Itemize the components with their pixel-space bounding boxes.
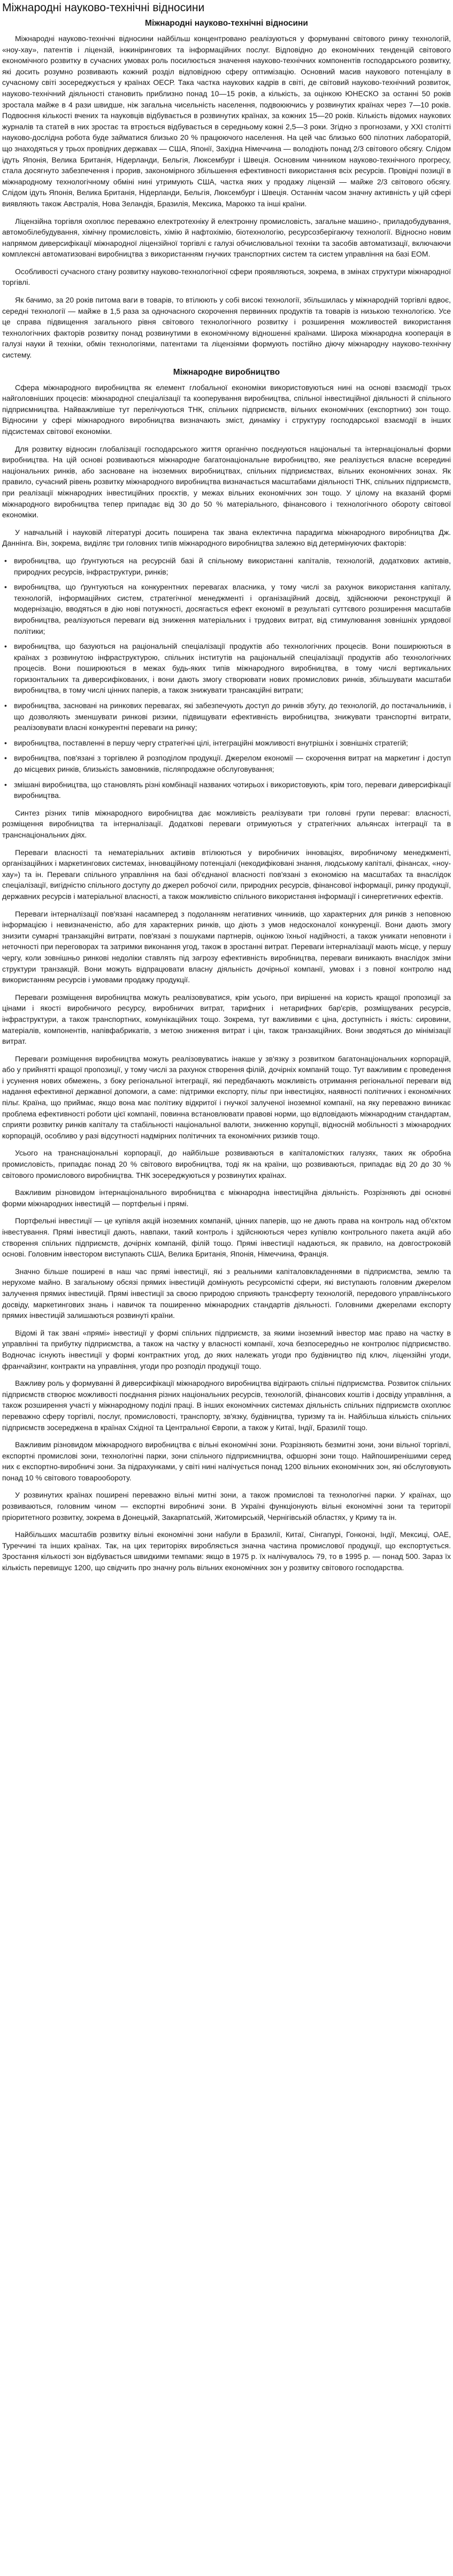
paragraph: Відомі й так звані «прямі» інвестиції у формі спільних підприємств, за якими іноземний інвестор має право на частку в управлінні та прибутку підприємства, а також на частку у власності компанії, хоча безпосередньо не контролює підприємство. Водночас існують інвестиції у формі контрактних угод, до яких належать угоди про будівництво під ключ, ліцензійні угоди, франчайзинг, контракти на управління, угоди про розподіл продукції тощо. [2, 1328, 451, 1370]
paragraph: У навчальній і науковій літературі досить поширена так звана еклектична парадигма міжнародного виробництва Дж. Даннінга. Він, зокрема, виділяє три головних типів міжнародного виробництва залежно від детермінуючих факторів: [2, 527, 451, 548]
paragraph: Важливим різновидом міжнародного виробництва є вільні економічні зони. Розрізняють безмитні зони, зони вільної торгівлі, експортні промислові зони, технологічні парки, зони спільного підприємництва, офшорні зони тощо. Найпоширенішими серед них є експортно-виробничі зони. За підрахунками, у світі нині налічується понад 1200 вільних економічних зон, які обслуговують понад 10 % світового товарообороту. [2, 1440, 451, 1482]
paragraph: Сфера міжнародного виробництва як елемент глобальної економіки використовуються нині на основі взаємодії трьох найголовніших процесів: міжнародної спеціалізації та кооперування виробництва, спільної інвестиційної діяльності й спільного підприємництва. Найважливіше тут перелічуються ТНК, спільних підприємств, вільних економічних (експортних) зон тощо. Відносини у сфері міжнародного виробництва визначають зміст, динаміку і структуру господарської взаємодії в інших підсистемах світової економіки. [2, 383, 451, 436]
list-item: • виробництва, що ґрунтуються на конкурентних перевагах власника, у тому числі за рахунок використання капіталу, технологій, інформаційних систем, стратегічної менеджменті і організаційний досвід, здійснюючи реконструкції й модернізацію, вводяться в дію нові потужності, досягається ефект економії в результаті суттєвого розширення масштабів виробництва, реалізуються переваги від зниження матеріальних і трудових витрат, від стимулювання зовнішніх урядової політики; [12, 581, 451, 637]
document-title: Міжнародні науково-технічні відносини [2, 2, 205, 14]
list-item: • виробництва, поставленні в першу чергу стратегічні цілі, інтеграційні можливості внутрішніх і зовнішніх стратегій; [12, 738, 451, 749]
paragraph: Для розвитку відносин глобалізації господарського життя органічно поєднуються національні та інтернаціональні форми виробництва. На цій основі розвиваються міжнародне багатонаціональне виробництво, яке реалізується власне всередині національних ринків, або засноване на іноземних виробництвах, спільних підприємствах, вільних економічних зонах. Як правило, сучасний рівень розвитку міжнародного виробництва визначається масштабами діяльності ТНК, спільних підприємств, при реалізації міжнародних інвестиційних проєктів, у межах вільних економічних зон тощо. У цілому на вказаній формі міжнародного виробництва тепер припадає від 30 до 50 % матеріального, фінансового і технологічного обороту світової економіки. [2, 444, 451, 519]
paragraph: Усього на транснаціональні корпорації, до найбільше розвиваються в капіталомістких галузях, таких як обробна промисловість, припадає понад 20 % світового виробництва, тоді як на країни, що розвиваються, припадає від 20 до 30 % світового промислового виробництва. ТНК зосереджуються у розвинутих країнах. [2, 1149, 451, 1180]
paragraph: Особливості сучасного стану розвитку науково-технологічної сфери проявляються, зокрема, в змінах структури міжнародної торгівлі. [2, 267, 451, 287]
list-item: • виробництва, пов'язані з торгівлею й розподілом продукції. Джерелом економії — скорочення витрат на маркетинг і доступ до місцевих ринків, близькість замовників, післяпродажне обслуговування; [12, 752, 451, 774]
list-item: • виробництва, що базуються на раціональній спеціалізації продуктів або технологічних процесів. Вони поширюються в країнах з розвинутою інфраструктурою, спільних інститутів на раціональній спеціалізації продуктів або технологічних процесів. Вони поширюються в межах будь-яких типів міжнародного виробництва, в тому числі вертикальних горизонтальних та диверсифікованих, і вони дають змогу створювати нових промислових ринків, збільшувати масштаби виробництва, в тому числі цінних паперів, а також знижувати трансакційні витрати; [12, 641, 451, 696]
paragraph: Переваги інтерналізації пов'язані насамперед з подоланням негативних чинників, що характерних для ринків з неповною інформацією і невизначеністю, або для характерних ринків, що діють з умов недосконалої конкуренції. Вони дають змогу знизити сумарні транзакційні витрати, пов'язані з пошуками партнерів, оцінкою їхньої надійності, а також уникати неповноти і неточності при переговорах та затримки виконання угод, також в зростанні витрат. Переваги інтерналізації мають місце, у першу чергу, коли зовнішньо ринкові недоліки ставлять під загрозу ефективність виробництва, переваги виникають внаслідок зміни структури транзакцій. Вони можуть відпрацювати власну діяльність дочірньої компанії, умовах і з повної контролю над використанням ресурсів і умовами продажу продукції. [2, 909, 451, 984]
section-production [2, 367, 451, 1573]
production-types-list [2, 555, 451, 801]
paragraph: Важливим різновидом інтернаціонального виробництва є міжнародна інвестиційна діяльність. Розрізняють дві основні форми міжнародних інвестицій — портфельні і прямі. [2, 1188, 451, 1208]
paragraph: Переваги розміщення виробництва можуть реалізовуватись інакше у зв'язку з розвитком багатонаціональних корпорацій, або у прийнятті кращої пропозиції, у тому числі за рахунок створення філій, дочірніх компаній тощо. Тут важливим є проведення і усунення нових обмежень, з боку регіональної інтеграції, які передбачають можливість отримання регіональної переваги від надання ефективної державної допомоги, а саме: підтримки експорту, пільг при інвестиціях, наявності політичних і економічних пільг. Країна, що приймає, якщо вона має політику відкритої і гнучкої залученої іноземної компанії, на яку переважно виникає проблема ефективності роботи цієї компанії, повинна встановлювати правові норми, що відповідають міжнародним стандартам, сприяти розвитку ринків капіталу та стабільності національної валюти, зниженню корупції, відносній мобільності з міжнародних корпорацій, особливо у разі відсутності надмірних політичних та економічних ризиків тощо. [2, 1054, 451, 1140]
paragraph: Як бачимо, за 20 років питома ваги в товарів, то втілюють у собі високі технології, збільшилась у міжнародній торгівлі вдвоє, середні технології — майже в 1,5 раза за одночасного скорочення первинних продуктів та товарів із низькою технологією. Усе це справа підвищення загального рівня світового технологічного розвитку і розширення можливостей використання технологічних факторів розвитку понад розвинутими в економічному відношенні країнами. Широка міжнародна кооперація в галузі науки й техніки, обмін технологіями, патентами та ліцензіями формують постійно діючу міжнародну науково-технічну систему. [2, 296, 451, 360]
section-science [2, 18, 451, 361]
list-item: • виробництва, що ґрунтуються на ресурсній базі й спільному використанні капіталів, технологій, додаткових активів, природних ресурсів, інфраструктури, ринків; [12, 555, 451, 577]
list-item: • змішані виробництва, що становлять різні комбінації названих чотирьох і використовують, крім того, переваги диверсифікації виробництва. [12, 779, 451, 801]
paragraph: Важливу роль у формуванні й диверсифікації міжнародного виробництва відіграють спільні підприємства. Розвиток спільних підприємств створює можливості поєднання різних національних ресурсів, технологій, фінансових коштів і досвіду управління, а також розширення участі у міжнародному поділі праці. В інших економічних системах діяльність спільних підприємств охоплює переважно сферу торгівлі, послуг, промисловості, транспорту, зв'язку, будівництва, туризму та ін. Найбільша кількість спільних підприємств зосереджена в країнах Східної та Центральної Європи, а також у Китаї, Індії, Бразилії тощо. [2, 1379, 451, 1432]
paragraph: Значно більше поширені в наш час прямі інвестиції, які з реальними капіталовкладеннями в підприємства, землю та нерухоме майно. В загальному обсязі прямих інвестицій домінують ресурсомісткі сфери, які виступають головним джерелом залучення прямих інвестицій. Прямі інвестиції за своєю природою сприяють трансферту технологій, передового управлінського досвіду, маркетингових знань і навичок та поширенню міжнародних стандартів діяльності. Головними джерелами експорту прямих інвестицій залишаються розвинуті країни. [2, 1267, 451, 1320]
paragraph: Портфельні інвестиції — це купівля акцій іноземних компаній, цінних паперів, що не дають права на контроль над об'єктом інвестування. Прямі інвестиції дають, навпаки, такий контроль і здійснюються через купівлю контрольного пакета акцій або створення спільних підприємств, дочірніх компаній, філій тощо. Прямі інвестиції надаються, як правило, на довгостроковій основі. Головним інвестором виступають США, Велика Британія, Японія, Німеччина, Франція. [2, 1216, 451, 1259]
paragraph: Найбільших масштабів розвитку вільні економічні зони набули в Бразилії, Китаї, Сінгапурі, Гонконзі, Індії, Мексиці, ОАЕ, Туреччині та інших країнах. Так, на цих територіях виробляється значна частина промислової продукції, що експортується. Зростання кількості зон відбувається швидкими темпами: якщо в 1975 р. їх налічувалось 79, то в 1995 р. — понад 500. Зараз їх кількість перевищує 1200, що свідчить про значну роль вільних економічних зон у розвитку світового господарства. [2, 1530, 451, 1572]
paragraph: У розвинутих країнах поширені переважно вільні митні зони, а також промислові та технологічні парки. У країнах, що розвиваються, головним чином — експортні виробничі зони. В Україні функціонують вільні економічні зони та території пріоритетного розвитку, зокрема в Донецькій, Закарпатській, Житомирській, Чернігівській областях, у Криму та ін. [2, 1491, 451, 1522]
section-heading-science: Міжнародні науково-технічні відносини [145, 19, 308, 28]
paragraph: Ліцензійна торгівля охоплює переважно електротехніку й електронну промисловість, загальне машино-, приладобудування, автомобілебудування, хімічну промисловість, хімію й нафтохімію, біотехнологію, ресурсозберігаючу технології. Відносно новим напрямом диверсифікації міжнародної ліцензійної торгівлі є галузі обчислювальної техніки та засобів автоматизації, включаючи комплексні автоматизовані виробництва з використанням гнучких транспортних систем та систем управління на базі ЕОМ. [2, 216, 451, 259]
paragraph: Синтез різних типів міжнародного виробництва дає можливість реалізувати три головні групи переваг: власності, розміщення виробництва та інтерналізації. Додаткові переваги отримуються у стратегічних альянсах інтеграції та в транснаціональних діях. [2, 808, 451, 839]
paragraph: Переваги власності та нематеріальних активів втілюються у виробничих інноваціях, виробничому менеджменті, організаційних і маркетингових системах, інноваційному потенціалі (некодифіковані знання, людському капіталі, фінансах, «ноу-хау») та ін. Переваги спільного управління на базі об'єднаної власності пов'язані з економією на масштабах та внаслідок спеціалізації, вигідністю спільного доступу до джерел робочої сили, природних ресурсів, фінансової інформації, ринку продукції, державних ресурсів і матеріальної власності, а також можливістю спільного використання інформації і синергетичних ефектів. [2, 848, 451, 901]
paragraph: Переваги розміщення виробництва можуть реалізовуватися, крім усього, при вирішенні на користь кращої пропозиції за цінами і якості виробничого ресурсу, виробничих витрат, тарифних і нетарифних бар'єрів, розміщуваних ресурсів, інфраструктури, а також транспортних, комунікаційних тощо. Зокрема, тут важливими є ціна, доступність і якість: сировини, матеріалів, компонентів, напівфабрикатів, з метою зниження витрат і цін, також транзакційних. Вони зводяться до мінімізації витрат. [2, 992, 451, 1046]
section-heading-production: Міжнародне виробництво [173, 367, 280, 377]
paragraph: Міжнародні науково-технічні відносини найбільш концентровано реалізуються у формуванні світового ринку технологій, «ноу-хау», патентів і ліцензій, інжинірингових та інформаційних послуг. Відповідно до економічних тенденцій світового економічного розвитку в сучасних умовах роль посилюється значення науково-технічних компонентів господарського розвитку, які досить розумно розвивають кожний розділ відповідною сферу оптимізацію. Основний масив наукового потенціалу в сучасному світі зосереджується у країнах ОЕСР. Така частка наукових кадрів в світі, де світовий науково-технічний розвиток, науково-технічний діяльності становить приблизно понад 10—15 років, а кількість, за оцінкою ЮНЕСКО за останні 50 років зростала майже в 4 рази швидше, ніж загальна чисельність населення, подвоюючись у розвинутих країнах через 7—10 років. Подвоєння кількості вчених та науковців відбувається в розвинутих країнах, за кожних 15—20 років. Кількість відомих наукових журналів та статей в них зростає та втроється відбувається в середньому кожні 2,5—3 роки. Згідно з прогнозами, у XXI столітті науково-дослідна робота буде займатися близько 20 % працюючого населення. На цей час близько 600 пілотних лабораторій, що знаходяться у трьох провідних державах — США, Японії, Західна Німеччина — володіють понад 2/3 світового обсягу. Слідом ідуть Японія, Велика Британія, Нідерланди, Бельгія, Люксембург і Швеція. Основним чинником науково-технічного прогресу, стала досягнуто забезпечення і прорив, закономірного збільшення ефективності використання всіх ресурсів. Провідні позиції в міжнародному технологічному обміні нині утримують США, частка яких у продажу ліцензій — майже 2/3 світового обсягу. Слідом ідуть Японія, Велика Британія, Нідерланди, Бельгія, Люксембург і Швеція. Останнім часом значну активність у цій сфері виявляють також Австралія, Нова Зеландія, Бразилія, Мексика, Марокко та інші країни. [2, 34, 451, 208]
list-item: • виробництва, засновані на ринкових перевагах, які забезпечують доступ до ринків збуту, до технологій, до постачальників, і що дозволяють зменшувати ринкові ризики, підвищувати ефективність виробництва, знижувати транспортні витрати, реалізовувати власні конкурентні переваги на ринку; [12, 700, 451, 733]
